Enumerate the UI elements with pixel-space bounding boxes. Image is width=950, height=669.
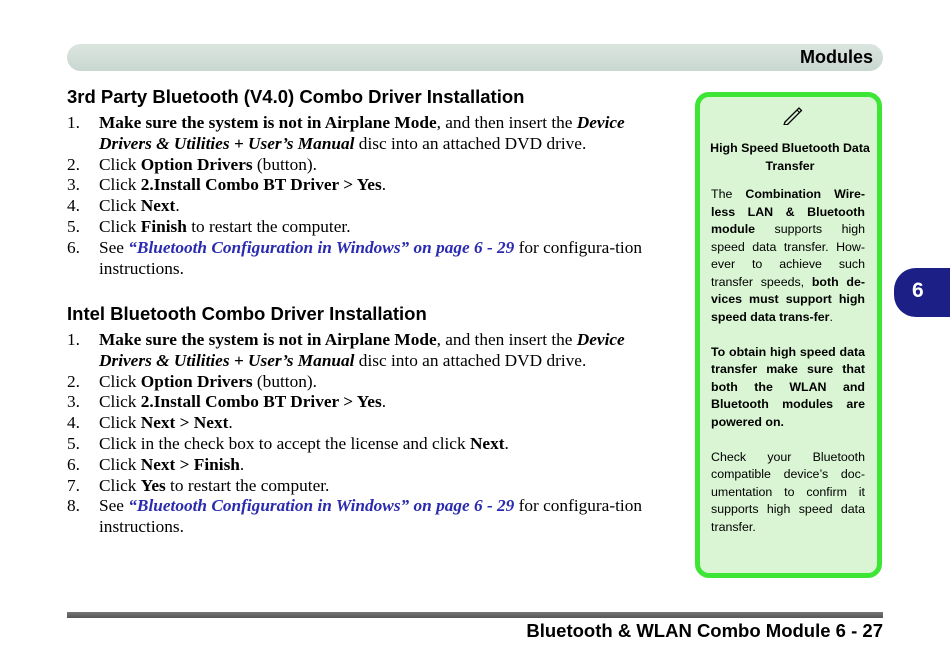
list-item: 4. Click Next. <box>67 196 180 216</box>
sidebar-paragraph: The Combination Wire-less LAN & Bluetooth module supports high speed data transfer. How-ever to achieve such transfer speeds, both de-vices must support high speed data trans-fer. <box>711 187 865 324</box>
section-title-3rd-party: 3rd Party Bluetooth (V4.0) Combo Driver Installation <box>67 86 525 107</box>
list-item: 2. Click Option Drivers (button). <box>67 371 317 391</box>
steps-list-3rd-party <box>67 113 679 279</box>
list-item: 1. Make sure the system is not in Airplane Mode, and then insert the Device Drivers & Utilities + User’s Manual disc into an attached DVD drive. <box>67 113 625 153</box>
list-item: 2. Click Option Drivers (button). <box>67 154 317 174</box>
header-bar <box>67 44 883 71</box>
list-item: 6. Click Next > Finish. <box>67 454 245 474</box>
list-item: 5. Click in the check box to accept the license and click Next. <box>67 433 509 453</box>
section-title-intel: Intel Bluetooth Combo Driver Installation <box>67 303 427 324</box>
header-title: Modules <box>799 47 873 67</box>
list-item: 6. See “Bluetooth Configuration in Windows” on page 6 - 29 for configura-tion instructions. <box>67 237 642 278</box>
cross-reference-link[interactable]: “Bluetooth Configuration in Windows” on page 6 - 29 <box>128 237 515 257</box>
list-item: 5. Click Finish to restart the computer. <box>67 216 351 236</box>
list-item: 7. Click Yes to restart the computer. <box>67 475 330 495</box>
note-sidebar <box>695 92 882 578</box>
cross-reference-link[interactable]: “Bluetooth Configuration in Windows” on page 6 - 29 <box>128 496 515 516</box>
sidebar-title: High Speed Bluetooth Data Transfer <box>710 141 870 173</box>
list-item: 4. Click Next > Next. <box>67 413 233 433</box>
list-item: 3. Click 2.Install Combo BT Driver > Yes. <box>67 392 387 412</box>
footer-page-label: Bluetooth & WLAN Combo Module 6 - 27 <box>526 620 883 641</box>
sidebar-paragraph: To obtain high speed data transfer make sure that both the WLAN and Bluetooth modules are powered on. <box>711 344 865 429</box>
chapter-tab-label: 6 <box>912 279 924 302</box>
footer-rule <box>67 612 883 618</box>
pencil-note-icon <box>780 105 804 125</box>
list-item: 8. See “Bluetooth Configuration in Windows” on page 6 - 29 for configura-tion instructions. <box>67 496 642 537</box>
chapter-tab[interactable] <box>894 268 950 317</box>
list-item: 1. Make sure the system is not in Airplane Mode, and then insert the Device Drivers & Utilities + User’s Manual disc into an attached DVD drive. <box>67 330 625 370</box>
sidebar-paragraph: Check your Bluetooth compatible device’s doc-umentation to confirm it supports high speed data transfer. <box>711 449 865 534</box>
steps-list-intel <box>67 330 679 538</box>
list-item: 3. Click 2.Install Combo BT Driver > Yes. <box>67 175 387 195</box>
sidebar-body <box>711 186 865 554</box>
